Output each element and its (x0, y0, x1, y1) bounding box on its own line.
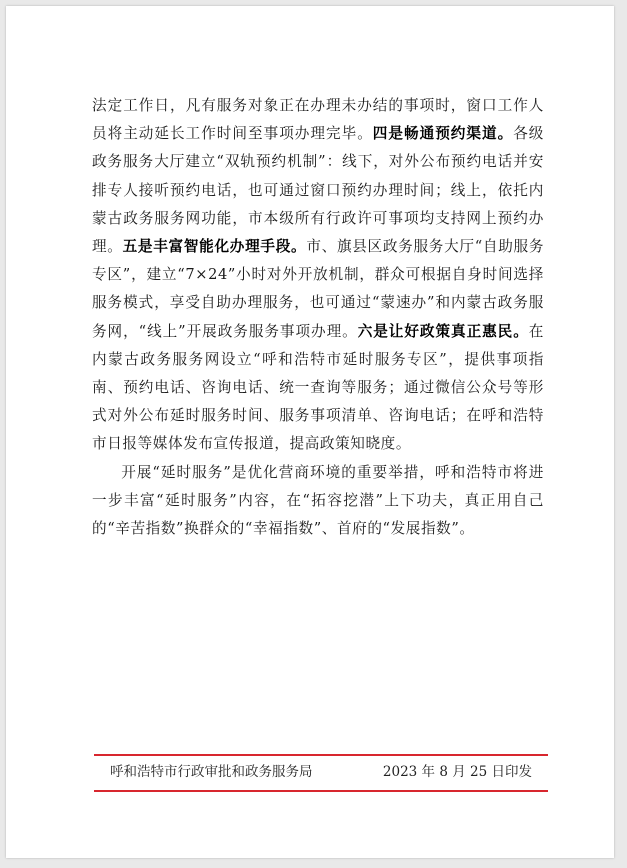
measure-text-6: 在内蒙古政务服务网设立“呼和浩特市延时服务专区”，提供事项指南、预约电话、咨询电话、统一查询等服务；通过微信公众号等形式对外公布延时服务时间、服务事项清单、咨询电话；在呼和浩特市日报等媒体发布宣传报道，提高政策知晓度。 (92, 322, 544, 453)
footer-date: 2023 年 8 月 25 日印发 (382, 764, 532, 780)
document-body (92, 92, 544, 543)
measure-heading-4: 四是畅通预约渠道。 (372, 125, 514, 143)
footer-issuer: 呼和浩特市行政审批和政务服务局 (110, 764, 313, 780)
measure-text-4: 各级政务服务大厅建立“双轨预约机制”：线下，对外公布预约电话并安排专人接听预约电话，也可通过窗口预约办理时间；线上，依托内蒙古政务服务网功能，市本级所有行政许可事项均支持网上预约办理。 (92, 125, 544, 256)
measure-heading-5: 五是丰富智能化办理手段。 (122, 238, 307, 256)
measure-text-1: 法定工作日，凡有服务对象正在办理未办结的事项时，窗口工作人员将主动延长工作时间至事项办理完毕。 (92, 97, 544, 143)
measure-text-5: 市、旗县区政务服务大厅“自助服务专区”，建立“7×24”小时对外开放机制，群众可根据自身时间选择服务模式，享受自助办理服务，也可通过“蒙速办”和内蒙古政务服务网，“线上”开展政务服务事项办理。 (92, 238, 545, 340)
document-page (6, 6, 614, 858)
paragraph-measures (92, 92, 544, 459)
paragraph-conclusion: 开展“延时服务”是优化营商环境的重要举措，呼和浩特市将进一步丰富“延时服务”内容，在“拓容挖潜”上下功夫，真正用自己的“辛苦指数”换群众的“幸福指数”、首府的“发展指数”。 (92, 463, 544, 538)
measure-heading-6: 六是让好政策真正惠民。 (357, 322, 529, 340)
footer-rule-top (94, 754, 548, 756)
footer-rule-bottom (94, 790, 548, 792)
